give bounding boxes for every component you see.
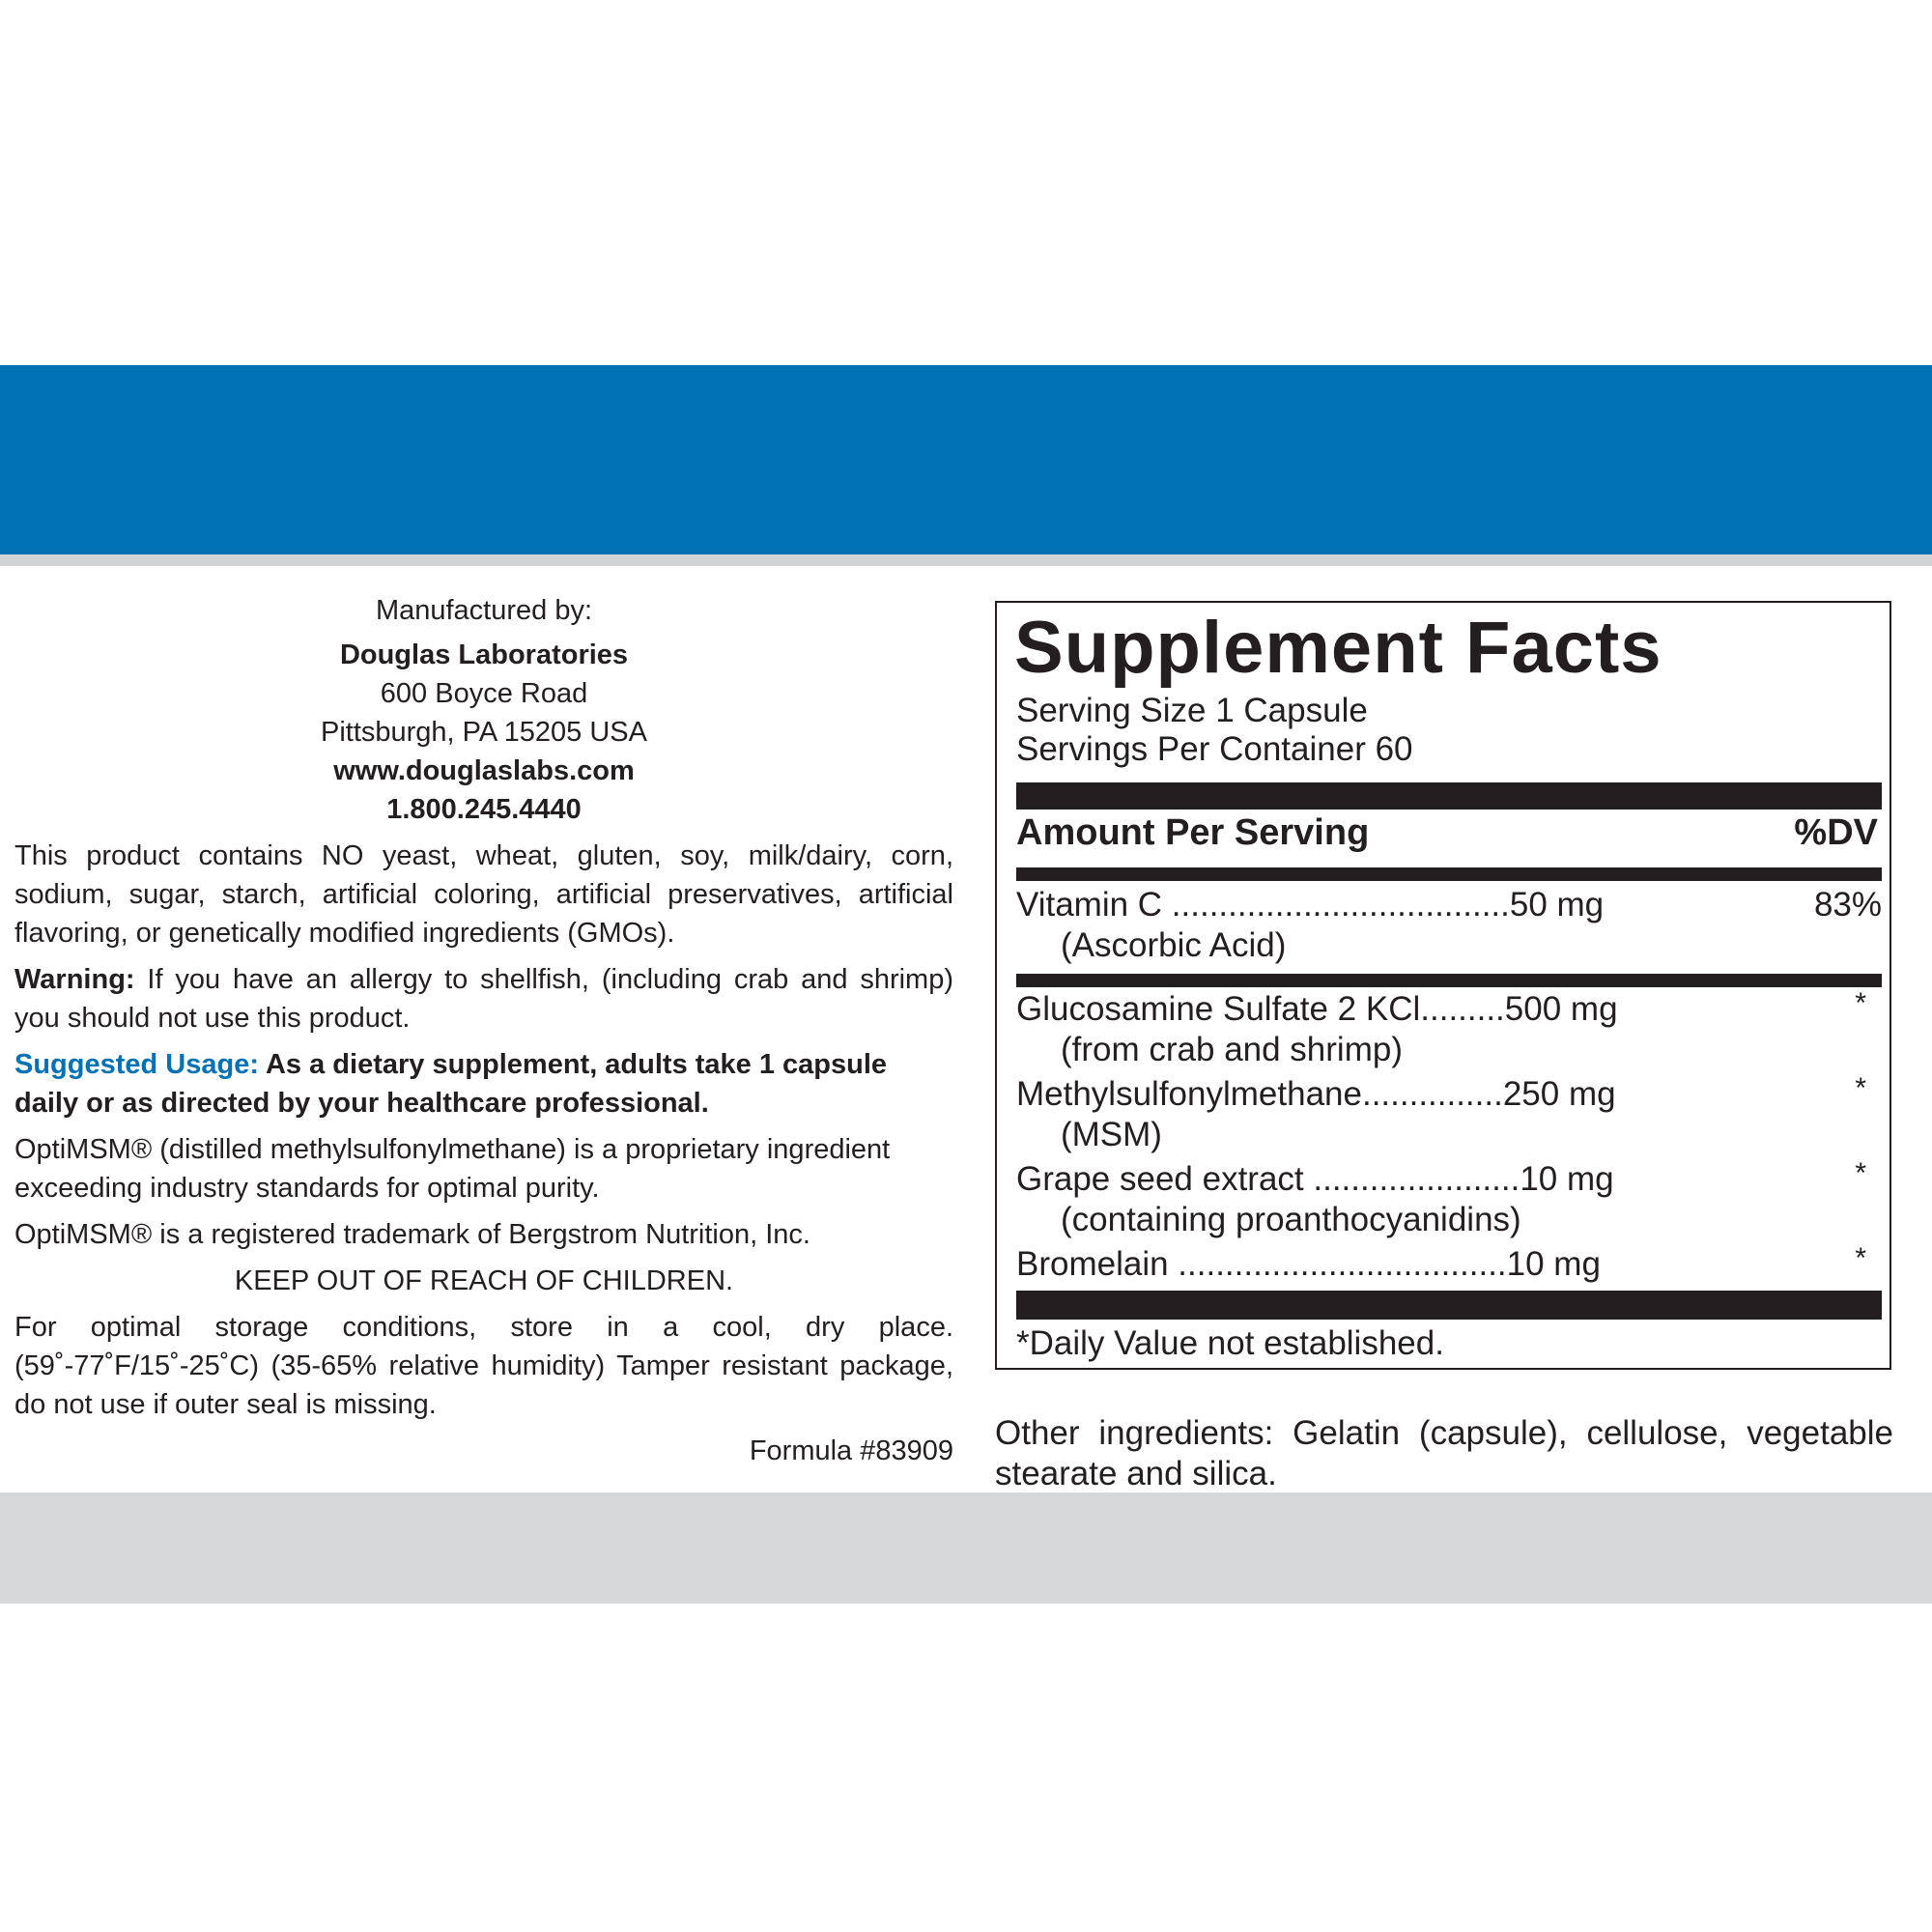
nutrient-subtext: (containing proanthocyanidins) <box>1061 1201 1521 1238</box>
nutrient-subtext: (Ascorbic Acid) <box>1061 926 1287 964</box>
trademark-note: OptiMSM® is a registered trademark of Bergstrom Nutrition, Inc. <box>14 1219 810 1250</box>
leader-dots: ...................... <box>1303 1160 1520 1198</box>
leader-dots: ................................... <box>1168 1245 1507 1283</box>
leader-dots: ......... <box>1420 990 1505 1028</box>
nutrient-amount: 500 mg <box>1504 990 1618 1028</box>
manufacturer-city: Pittsburgh, PA 15205 USA <box>320 717 647 748</box>
manufacturer-phone: 1.800.245.4440 <box>386 794 582 825</box>
nutrient-name: Bromelain <box>1016 1245 1169 1283</box>
serving-size: Serving Size 1 Capsule <box>1016 692 1368 729</box>
nutrient-amount: 250 mg <box>1502 1075 1616 1113</box>
nutrient-name: Methylsulfonylmethane <box>1016 1075 1362 1113</box>
nutrient-name: Grape seed extract <box>1016 1160 1304 1198</box>
optimsm-note: OptiMSM® (distilled methylsulfonylmethane) is a proprietary ingredient exceeding industry standards for optimal purity. <box>14 1134 891 1204</box>
amount-header-row <box>1016 811 1882 854</box>
nutrient-name: Vitamin C <box>1016 886 1163 923</box>
daily-value-footnote: *Daily Value not established. <box>1016 1324 1444 1362</box>
footer-color-band <box>0 1492 1932 1604</box>
allergy-warning <box>14 960 953 1037</box>
formula-number: Formula #83909 <box>749 1435 953 1466</box>
header-divider <box>0 554 1932 566</box>
manufacturer-website: www.douglaslabs.com <box>333 755 635 786</box>
nutrient-row-vitamin-c <box>1016 885 1882 966</box>
dv-header-label: %DV <box>1794 812 1878 853</box>
manufacturer-name: Douglas Laboratories <box>339 639 629 670</box>
nutrient-subtext: (from crab and shrimp) <box>1061 1031 1403 1068</box>
thick-rule-bottom <box>1016 1291 1882 1320</box>
leader-dots: ............... <box>1361 1075 1503 1113</box>
nutrient-subtext: (MSM) <box>1061 1116 1162 1153</box>
manufacturer-street: 600 Boyce Road <box>380 678 588 709</box>
nutrient-row-bromelain <box>1016 1244 1882 1285</box>
nutrient-dv: * <box>1855 1072 1866 1104</box>
nutrient-amount: 50 mg <box>1509 886 1605 923</box>
nutrient-name: Glucosamine Sulfate 2 KCl <box>1016 990 1421 1028</box>
nutrient-dv: 83% <box>1813 886 1882 923</box>
free-from-statement: This product contains NO yeast, wheat, gluten, soy, milk/dairy, corn, sodium, sugar, starch, artificial coloring, artificial preservatives, artificial flavoring, or genetically modified ingredients (GMOs). <box>14 840 953 949</box>
thick-rule-top <box>1016 782 1882 810</box>
supplement-facts-panel <box>995 601 1891 1370</box>
nutrient-row-grape-seed <box>1016 1159 1882 1240</box>
header-color-band <box>0 365 1932 554</box>
warning-text: If you have an allergy to shellfish, (including crab and shrimp) you should not use this product. <box>14 964 953 1034</box>
facts-title: Supplement Facts <box>1014 607 1662 689</box>
servings-per-container: Servings Per Container 60 <box>1016 730 1413 768</box>
manufactured-by-label: Manufactured by: <box>375 595 593 626</box>
nutrient-amount: 10 mg <box>1506 1245 1601 1283</box>
other-ingredients: Other ingredients: Gelatin (capsule), cellulose, vegetable stearate and silica. <box>995 1414 1893 1492</box>
nutrient-row-msm <box>1016 1074 1882 1155</box>
leader-dots: .................................... <box>1162 886 1510 923</box>
storage-instructions: For optimal storage conditions, store in a cool, dry place. (59˚-77˚F/15˚-25˚C) (35-65% relative humidity) Tamper resistant package, do not use if outer seal is missing. <box>14 1312 953 1420</box>
medium-rule <box>1016 974 1882 987</box>
label-left-panel <box>14 591 953 1470</box>
nutrient-dv: * <box>1855 1157 1866 1189</box>
medium-rule <box>1016 867 1882 881</box>
warning-label: Warning: <box>14 964 135 995</box>
nutrient-dv: * <box>1855 987 1866 1019</box>
usage-label: Suggested Usage: <box>14 1049 259 1080</box>
suggested-usage <box>14 1045 953 1122</box>
nutrient-dv: * <box>1855 1242 1866 1274</box>
usage-text: As a dietary supplement, adults take 1 capsule daily or as directed by your healthcare professional. <box>14 1049 888 1119</box>
nutrient-row-glucosamine <box>1016 989 1882 1070</box>
keep-away-notice: KEEP OUT OF REACH OF CHILDREN. <box>234 1265 734 1296</box>
nutrient-amount: 10 mg <box>1520 1160 1614 1198</box>
amount-per-serving-label: Amount Per Serving <box>1016 812 1370 853</box>
